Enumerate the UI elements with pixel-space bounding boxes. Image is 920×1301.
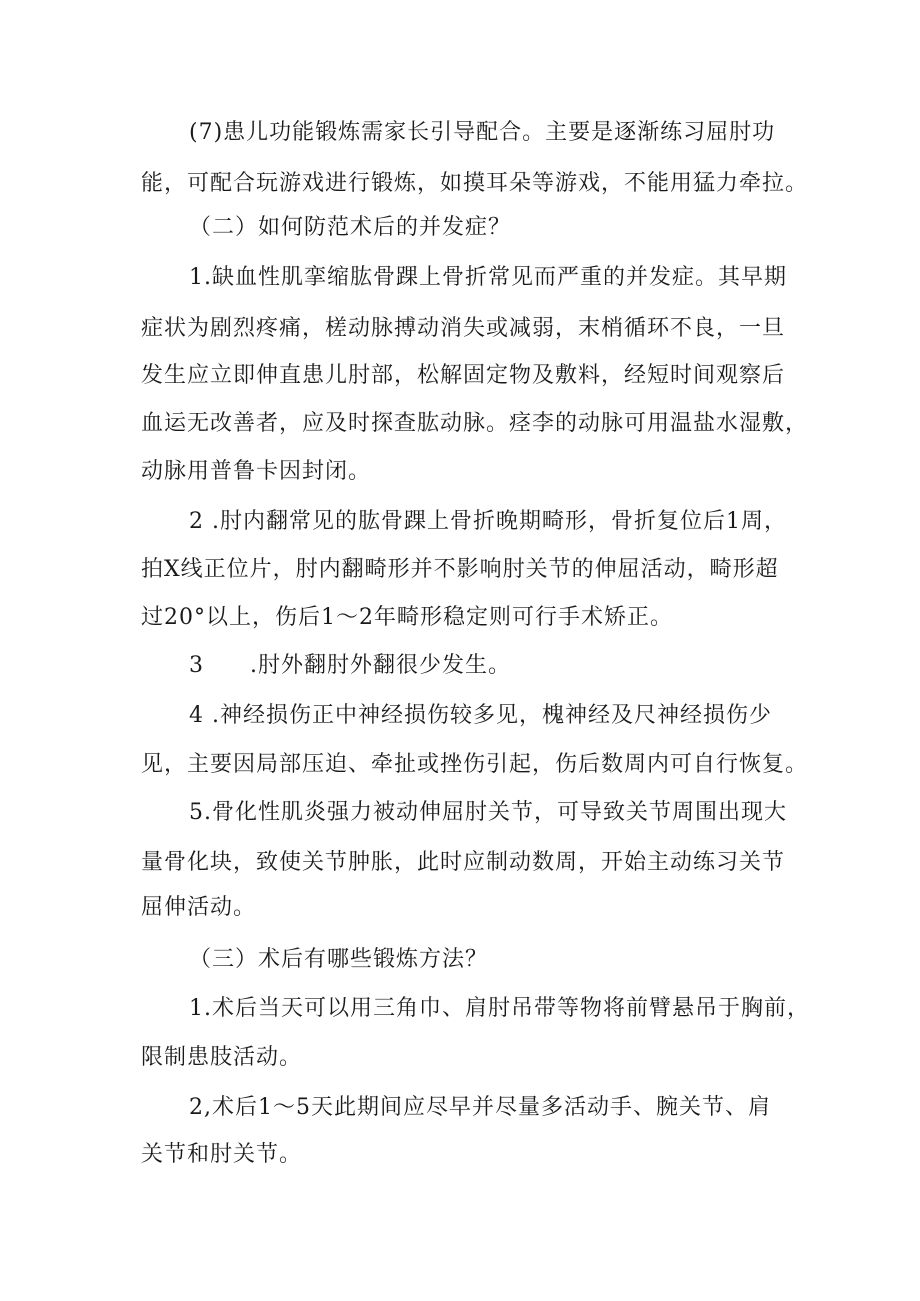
- item-4-line-1: 4 .神经损伤正中神经损伤较多见，槐神经及尺神经损伤少: [189, 703, 772, 728]
- item-2-line-1: 2 .肘内翻常见的肱骨踝上骨折晚期畸形，骨折复位后1周，: [189, 509, 787, 534]
- item-3-line-1: 3 .肘外翻肘外翻很少发生。: [189, 653, 511, 678]
- exercise-1-line-1: 1.术后当天可以用三角巾、肩肘吊带等物将前臂悬吊于胸前，: [189, 996, 810, 1021]
- paragraph-7-line-2: 能，可配合玩游戏进行锻炼，如摸耳朵等游戏，不能用猛力牵拉。: [141, 171, 809, 196]
- item-1-line-1: 1.缺血性肌挛缩肱骨踝上骨折常见而严重的并发症。其早期: [189, 265, 787, 290]
- item-2-line-2: 拍X线正位片，肘内翻畸形并不影响肘关节的伸屈活动，畸形超: [141, 557, 779, 582]
- item-2-line-3: 过20°以上，伤后1～2年畸形稳定则可行手术矫正。: [141, 605, 673, 630]
- exercise-2-line-1: 2,术后1～5天此期间应尽早并尽量多活动手、腕关节、肩: [189, 1095, 771, 1120]
- exercise-1-line-2: 限制患肢活动。: [141, 1045, 303, 1070]
- item-1-line-4: 血运无改善者，应及时探查肱动脉。痉李的动脉可用温盐水湿敷，: [141, 411, 809, 436]
- exercise-2-line-2: 关节和肘关节。: [141, 1142, 303, 1167]
- section-heading-3: （三）术后有哪些锻炼方法？: [189, 947, 489, 972]
- item-4-line-2: 见，主要因局部压迫、牵扯或挫伤引起，伤后数周内可自行恢复。: [141, 752, 809, 777]
- paragraph-7-line-1: (7)患儿功能锻炼需家长引导配合。主要是逐渐练习屈肘功: [189, 120, 776, 145]
- item-5-line-3: 屈伸活动。: [141, 895, 257, 920]
- section-heading-2: （二）如何防范术后的并发症？: [189, 215, 512, 240]
- item-5-line-1: 5.骨化性肌炎强力被动伸屈肘关节，可导致关节周围出现大: [189, 800, 787, 825]
- item-1-line-2: 症状为剧烈疼痛，槎动脉搏动消失或减弱，末梢循环不良，一旦: [141, 316, 786, 341]
- item-1-line-5: 动脉用普鲁卡因封闭。: [141, 459, 372, 484]
- item-5-line-2: 量骨化块，致使关节肿胀，此时应制动数周，开始主动练习关节: [141, 850, 786, 875]
- item-1-line-3: 发生应立即伸直患儿肘部，松解固定物及敷料，经短时间观察后: [141, 363, 786, 388]
